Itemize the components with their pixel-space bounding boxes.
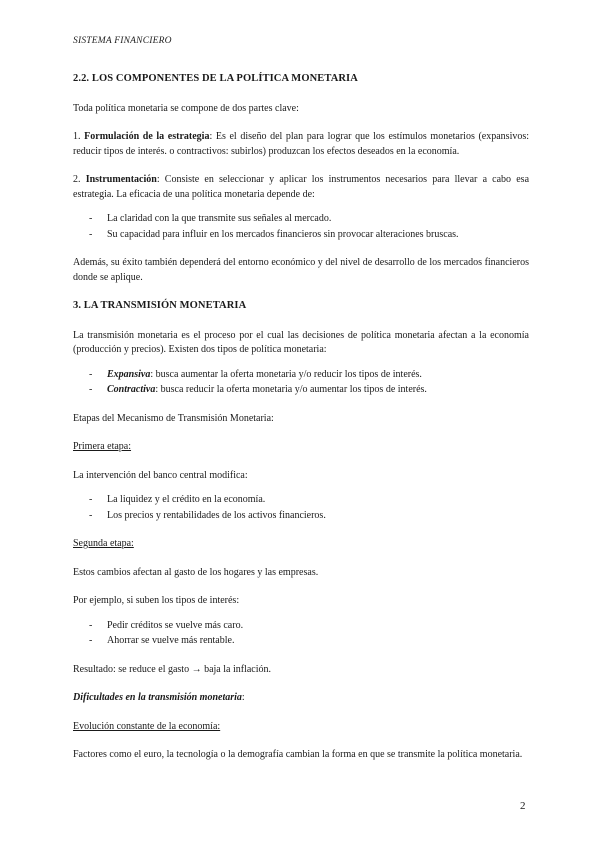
- paragraph: La intervención del banco central modifica:: [73, 469, 248, 481]
- dash-bullet: -: [89, 368, 93, 380]
- dash-bullet: -: [89, 619, 93, 631]
- document-body: [73, 72, 529, 777]
- subheading-underlined: Primera etapa:: [73, 441, 132, 452]
- list-item: - Expansiva: busca aumentar la oferta monetaria y/o reducir los tipos de interés.: [73, 368, 529, 383]
- paragraph: Etapas del Mecanismo de Transmisión Monetaria:: [73, 412, 274, 424]
- list-item: - Su capacidad para influir en los mercados financieros sin provocar alteraciones bruscas.: [73, 228, 529, 243]
- paragraph: Estos cambios afectan al gasto de los hogares y las empresas.: [73, 566, 319, 578]
- bullet-list: [73, 619, 529, 649]
- dash-bullet: -: [89, 384, 93, 395]
- definition-text: : Consiste en seleccionar y aplicar los instrumentos necesarios para llevar a cabo esa estrategia. La eficacia de una política monetaria depende de:: [73, 174, 530, 200]
- list-item: - Ahorrar se vuelve más rentable.: [73, 634, 529, 649]
- subheading-underlined: Segunda etapa:: [73, 538, 134, 549]
- page-number: 2: [520, 800, 526, 812]
- term-bold-italic: Expansiva: [107, 368, 151, 380]
- term-bold: Formulación de la estrategia: [84, 131, 210, 142]
- running-header: SISTEMA FINANCIERO: [73, 36, 172, 46]
- paragraph-instrumentation: [73, 173, 529, 202]
- paragraph: La transmisión monetaria es el proceso por el cual las decisiones de política monetaria afectan a la economía (producción y precios). Existen dos tipos de política monetaria:: [73, 329, 529, 355]
- definition-text: : Es el diseño del plan para lograr que los estímulos monetarios (expansivos: reducir tipos de interés. o contractivos: subirlos) produzcan los efectos deseados en la economía.: [73, 131, 530, 157]
- bullet-list: [73, 493, 529, 523]
- dash-bullet: -: [89, 635, 93, 646]
- bullet-list: [73, 368, 529, 398]
- section-heading-2-2: 2.2. LOS COMPONENTES DE LA POLÍTICA MONETARIA: [73, 73, 358, 84]
- dash-bullet: -: [89, 494, 93, 505]
- paragraph: Factores como el euro, la tecnología o la demografía cambian la forma en que se transmite la política monetaria.: [73, 749, 523, 760]
- subheading-underlined: Evolución constante de la economía:: [73, 720, 221, 732]
- paragraph: Por ejemplo, si suben los tipos de interés:: [73, 595, 240, 606]
- list-item: - Contractiva: busca reducir la oferta monetaria y/o aumentar los tipos de interés.: [73, 383, 529, 398]
- bullet-list: [73, 212, 529, 242]
- list-item: - La claridad con la que transmite sus señales al mercado.: [73, 212, 529, 227]
- list-item: - La liquidez y el crédito en la economía.: [73, 493, 529, 508]
- term-bold-italic: Contractiva: [107, 384, 156, 395]
- difficulties-heading: Dificultades en la transmisión monetaria:: [73, 692, 245, 703]
- paragraph-strategy: [73, 130, 529, 159]
- list-item: - Pedir créditos se vuelve más caro.: [73, 619, 529, 634]
- paragraph: Toda política monetaria se compone de dos partes clave:: [73, 102, 299, 114]
- paragraph-result: Resultado: se reduce el gasto → baja la inflación.: [73, 663, 271, 675]
- item-number: 2.: [73, 174, 86, 185]
- dash-bullet: -: [89, 213, 93, 224]
- term-bold-italic: Dificultades en la transmisión monetaria: [73, 692, 242, 703]
- paragraph: Además, su éxito también dependerá del entorno económico y del nivel de desarrollo de los mercados financieros donde se aplique.: [73, 257, 529, 283]
- list-item: - Los precios y rentabilidades de los activos financieros.: [73, 509, 529, 524]
- dash-bullet: -: [89, 228, 93, 240]
- item-number: 1.: [73, 131, 85, 142]
- term-bold: Instrumentación: [85, 174, 157, 185]
- section-heading-3: 3. LA TRANSMISIÓN MONETARIA: [73, 300, 247, 311]
- dash-bullet: -: [89, 509, 93, 521]
